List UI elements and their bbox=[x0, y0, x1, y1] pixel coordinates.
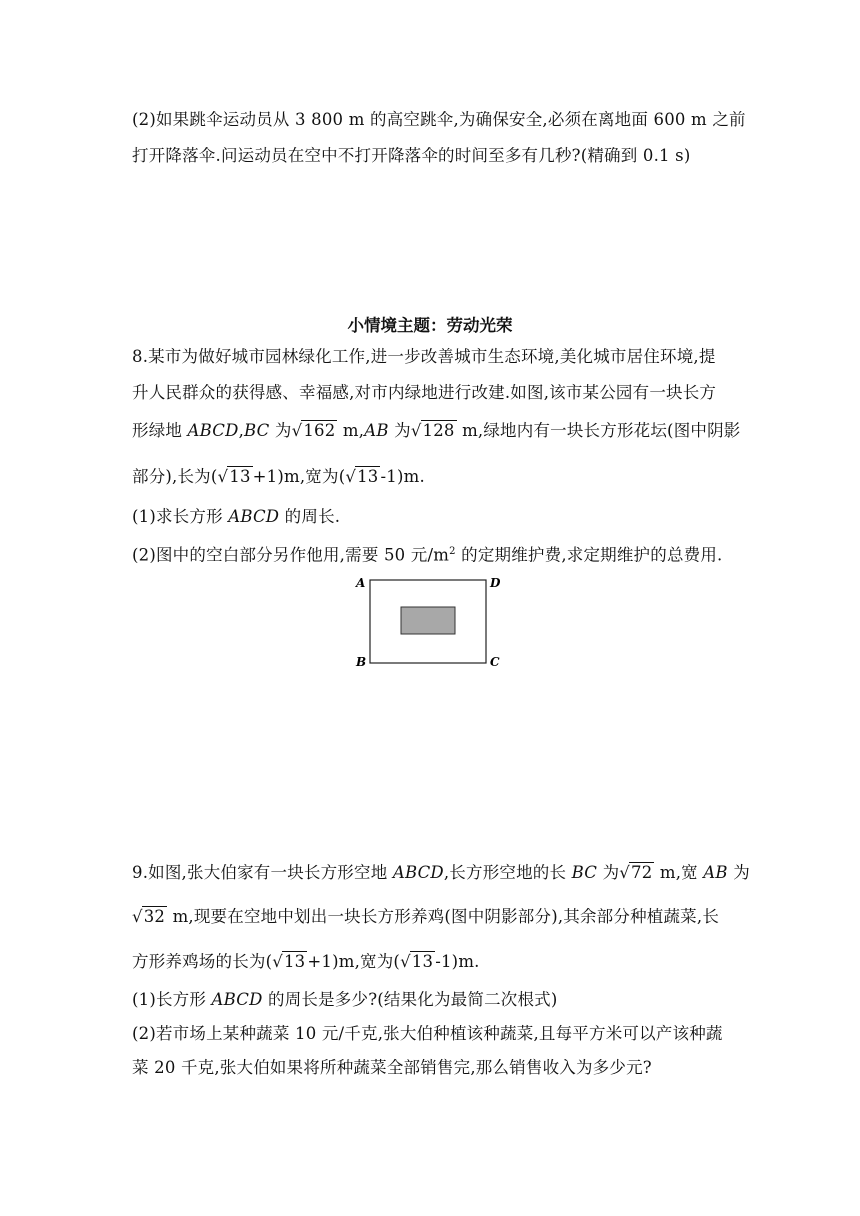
label-b: B bbox=[356, 655, 367, 669]
sqrt-72: √72 bbox=[619, 863, 653, 882]
sqrt-162: √162 bbox=[291, 421, 336, 440]
section-title: 小情境主题：劳动光荣 bbox=[347, 316, 513, 335]
q8-line2: 升人民群众的获得感、幸福感,对市内绿地进行改建.如图,该市某公园有一块长方 bbox=[132, 383, 717, 402]
q8-line3: 形绿地 ABCD,BC 为√162 m,AB 为√128 m,绿地内有一块长方形花坛(图中阴影 bbox=[132, 419, 741, 443]
rectangle-figure bbox=[350, 570, 510, 675]
sqrt-13: √13 bbox=[345, 467, 379, 486]
q9-line2: √32 m,现要在空地中划出一块长方形养鸡(图中阴影部分),其余部分种植蔬菜,长 bbox=[132, 905, 719, 929]
sqrt-13: √13 bbox=[217, 467, 251, 486]
label-c: C bbox=[490, 655, 500, 669]
q8-part2: (2)图中的空白部分另作他用,需要 50 元$/m^2$ 的定期维护费,求定期维护的总费用. bbox=[132, 545, 723, 565]
q8-part1: (1)求长方形 ABCD 的周长. bbox=[132, 507, 341, 526]
q9-part1: (1)长方形 ABCD 的周长是多少?(结果化为最简二次根式) bbox=[132, 990, 558, 1009]
sqrt-13: √13 bbox=[400, 952, 434, 971]
sqrt-128: √128 bbox=[410, 421, 455, 440]
q9-part2-line2: 菜 20 千克,张大伯如果将所种蔬菜全部销售完,那么销售收入为多少元? bbox=[132, 1058, 652, 1077]
q8-line1: 8.某市为做好城市园林绿化工作,进一步改善城市生态环境,美化城市居住环境,提 bbox=[132, 347, 716, 366]
flower-bed-shaded bbox=[401, 607, 455, 634]
sqrt-13: √13 bbox=[272, 952, 306, 971]
sqrt-32: √32 bbox=[132, 907, 166, 926]
q9-line3: 方形养鸡场的长为(√13 +1)m,宽为(√13 -1)m. bbox=[132, 950, 480, 974]
q9-part2-line1: (2)若市场上某种蔬菜 10 元/千克,张大伯种植该种蔬菜,且每平方米可以产该种蔬 bbox=[132, 1024, 723, 1043]
q8-line4: 部分),长为(√13 +1)m,宽为(√13 -1)m. bbox=[132, 465, 425, 489]
label-d: D bbox=[490, 576, 501, 590]
label-a: A bbox=[356, 576, 366, 590]
q7-part2-line1: (2)如果跳伞运动员从 3 800 m 的高空跳伞,为确保安全,必须在离地面 600 m 之前 bbox=[132, 110, 746, 129]
q7-part2-line2: 打开降落伞.问运动员在空中不打开降落伞的时间至多有几秒?(精确到 0.1 s) bbox=[132, 146, 691, 165]
q9-line1: 9.如图,张大伯家有一块长方形空地 ABCD,长方形空地的长 BC 为√72 m,宽 AB 为 bbox=[132, 861, 750, 885]
